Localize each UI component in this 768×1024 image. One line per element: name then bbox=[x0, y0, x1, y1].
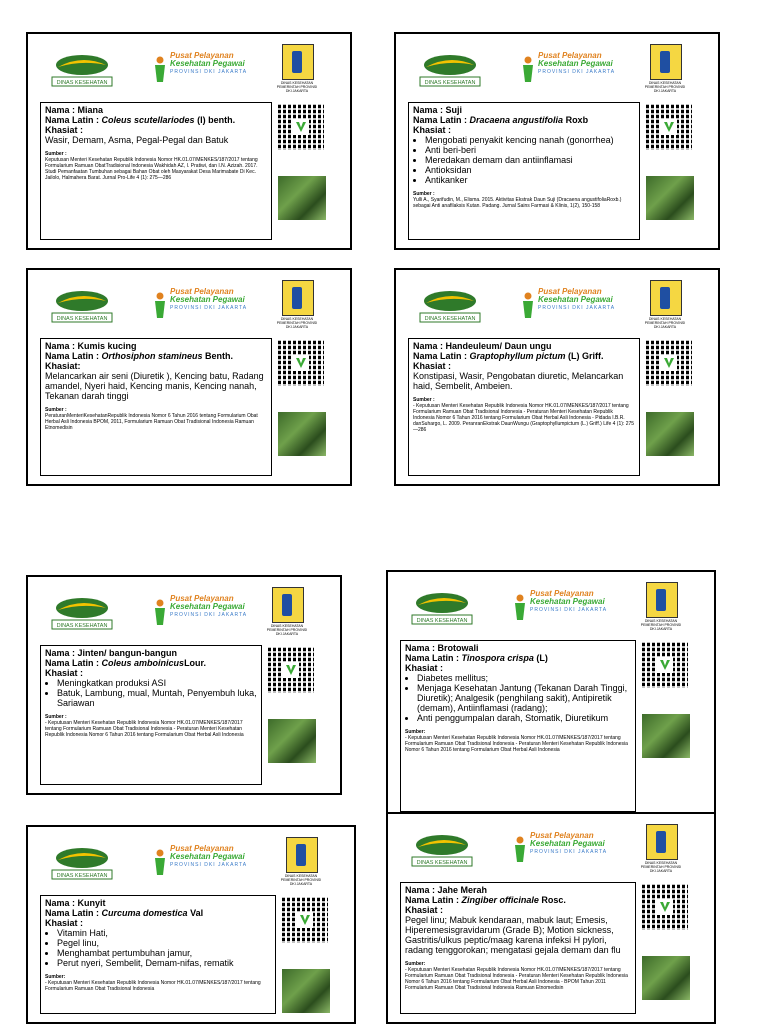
qr-code bbox=[282, 897, 328, 943]
ppk-icon bbox=[520, 292, 536, 318]
qr-code bbox=[642, 642, 688, 688]
jakarta-shield-icon bbox=[646, 582, 678, 618]
ppk-logo-text bbox=[538, 52, 615, 76]
plant-card bbox=[394, 32, 720, 250]
dinas-kesehatan-logo bbox=[408, 830, 476, 868]
ppk-logo-text bbox=[170, 288, 247, 312]
ppk-logo-text bbox=[538, 288, 615, 312]
plant-name: Nama : Jahe Merah bbox=[405, 885, 488, 895]
ppk-line1: Pusat Pelayanan bbox=[170, 51, 234, 60]
qr-code bbox=[268, 647, 314, 693]
jakarta-shield-icon bbox=[650, 44, 682, 80]
svg-text:DINAS KESEHATAN: DINAS KESEHATAN bbox=[416, 618, 468, 624]
ppk-line3: PROVINSI DKI JAKARTA bbox=[530, 849, 608, 855]
qr-code bbox=[642, 884, 688, 930]
jakarta-shield-icon bbox=[282, 280, 314, 316]
plant-photo bbox=[282, 969, 330, 1013]
ppk-icon bbox=[152, 292, 168, 318]
plant-info: Nama : Suji Nama Latin : Dracaena angustifolia Roxb Khasiat : • Mengobati penyakit kencing nanah (gonorrhea) • Anti beri-beri • Meredakan demam dan antiinflamasi • Antioksidan • Antikanker Sumber : Yulli A., Syarifudin, M., Elisma. 2015. Aktivitas Ekstrak Daun Suji (Dracaena angustifoliaRoxb.) sebagai Anti anafilaksis Kutan. Padang. Jurnal Sains Farmasi & Klinis, 1(2), 150-158 bbox=[408, 102, 640, 240]
ppk-icon bbox=[520, 56, 536, 82]
plant-photo bbox=[278, 176, 326, 220]
plant-card bbox=[26, 825, 356, 1024]
ppk-line2: Kesehatan Pegawai bbox=[530, 597, 605, 606]
ppk-icon bbox=[152, 599, 168, 625]
plant-card bbox=[386, 812, 716, 1024]
sumber-text: - Keputusan Menteri Kesehatan Republik Indonesia Nomor HK.01.07/MENKES/187/2017 tentang Formularium Ramuan Obat Tradisional Indonesia - Peraturan Menteri Kesehatan Republik Indonesia Nomor 6 Tahun 2016 tentang Formularium Obat Herbal Asli Indonesia bbox=[45, 720, 244, 738]
ppk-line3: PROVINSI DKI JAKARTA bbox=[538, 305, 616, 311]
plant-latin: Graptophyllum pictum bbox=[469, 351, 566, 361]
jakarta-emblem: DINAS KESEHATAN PEMERINTAH PROVINSI DKI JAKARTA bbox=[638, 824, 684, 884]
dinas-kesehatan-logo bbox=[48, 843, 116, 881]
ppk-line2: Kesehatan Pegawai bbox=[170, 852, 245, 861]
jakarta-emblem: DINAS KESEHATAN PEMERINTAH PROVINSI DKI JAKARTA bbox=[264, 587, 310, 647]
dinas-kesehatan-logo bbox=[408, 588, 476, 626]
plant-name: Nama : Kumis kucing bbox=[45, 341, 137, 351]
jakarta-shield-icon bbox=[272, 587, 304, 623]
khasiat-item: • Antioksidan bbox=[425, 165, 635, 175]
plant-info: Nama : Jahe Merah Nama Latin : Zingiber officinale Rosc. Khasiat : Pegel linu; Mabuk kendaraan, mabuk laut; Emesis, Hiperemesisgravidarum (Grade B); Motion sickness, Gastritis/ulkus peptic/maag karena infeksi H pylori, radang tenggorokan; mengatasi gejala demam dan flu Sumber: - Keputusan Menteri Kesehatan Republik Indonesia Nomor HK.01.07/MENKES/187/2017 tentang Formularium Ramuan Obat Tradisional Indonesia - Peraturan Menteri Kesehatan Republik Indonesia Nomor 6 Tahun 2016 tentang Formularium Obat Herbal Asli Indonesia - BPOM Tahun 2011 Formularium Ramuan Obat Tradisional Indonesia Ramuan Etnomedisin bbox=[400, 882, 636, 1014]
plant-name: Nama : Handeuleum/ Daun ungu bbox=[413, 341, 552, 351]
jakarta-emblem: DINAS KESEHATAN PEMERINTAH PROVINSI DKI JAKARTA bbox=[638, 582, 684, 642]
ppk-line1: Pusat Pelayanan bbox=[538, 51, 602, 60]
sumber-text: Yulli A., Syarifudin, M., Elisma. 2015. Aktivitas Ekstrak Daun Suji (Dracaena angustifoliaRoxb.) sebagai Anti anafilaksis Kutan. Padang. Jurnal Sains Farmasi & Klinis, 1(2), 150-158 bbox=[413, 197, 622, 209]
ppk-icon bbox=[512, 594, 528, 620]
khasiat-item: • Pegel linu, bbox=[57, 938, 271, 948]
plant-latin: Coleus amboinicus bbox=[101, 658, 185, 668]
plant-info: Nama : Brotowali Nama Latin : Tinospora crispa (L) Khasiat : • Diabetes mellitus; • Menjaga Kesehatan Jantung (Tekanan Darah Tinggi, Diuretik); Analgesik (penghilang sakit), Antipiretik (demam), Antiinflamasi (radang); • Anti penggumpalan darah, Stomatik, Diuretikum Sumber: - Keputusan Menteri Kesehatan Republik Indonesia Nomor HK.01.07/MENKES/187/2017 tentang Formularium Ramuan Obat Tradisional Indonesia - Peraturan Menteri Kesehatan Republik Indonesia Nomor 6 Tahun 2016 tentang Formularium Obat Herbal Asli Indonesia bbox=[400, 640, 636, 812]
plant-info: Nama : Kunyit Nama Latin : Curcuma domestica Val Khasiat : • Vitamin Hati, • Pegel linu, • Menghambat pertumbuhan jamur, • Perut nyeri, Sembelit, Demam-nifas, rematik Sumber: - Keputusan Menteri Kesehatan Republik Indonesia Nomor HK.01.07/MENKES/187/2017 tentang Formularium Ramuan Obat Tradisional Indonesia bbox=[40, 895, 276, 1014]
khasiat-list bbox=[45, 678, 257, 708]
ppk-logo-text bbox=[170, 52, 247, 76]
khasiat-item: • Meningkatkan produksi ASI bbox=[57, 678, 257, 688]
jakarta-emblem: DINAS KESEHATAN PEMERINTAH PROVINSI DKI JAKARTA bbox=[274, 44, 320, 104]
plant-info: Nama : Handeuleum/ Daun ungu Nama Latin : Graptophyllum pictum (L) Griff. Khasiat : Konstipasi, Wasir, Pengobatan diuretic, Melancarkan haid, Sembelit, Ambeien. Sumber : - Keputusan Menteri Kesehatan Republik Indonesia Nomor HK.01.07/MENKES/187/2017 tentang Formularium Ramuan Obat Tradisional Indonesia - Peraturan Menteri Kesehatan Republik Indonesia Nomor 6 Tahun 2016 tentang Formularium Obat Herbal Asli Indonesia - Pidada I.B.R. danSuhargo, L. 2009. PeranranEkstrak DaunWungu (Graptophyllumpictum (L.) Griff.) Life 4 (1): 275—286 bbox=[408, 338, 640, 476]
plant-photo bbox=[268, 719, 316, 763]
ppk-logo-text bbox=[170, 595, 247, 619]
svg-text:DINAS KESEHATAN: DINAS KESEHATAN bbox=[56, 873, 108, 879]
ppk-line1: Pusat Pelayanan bbox=[170, 844, 234, 853]
khasiat-item: • Perut nyeri, Sembelit, Demam-nifas, rematik bbox=[57, 958, 271, 968]
ppk-line1: Pusat Pelayanan bbox=[170, 287, 234, 296]
jakarta-shield-icon bbox=[286, 837, 318, 873]
plant-photo bbox=[642, 714, 690, 758]
ppk-line1: Pusat Pelayanan bbox=[170, 594, 234, 603]
jakarta-emblem: DINAS KESEHATAN PEMERINTAH PROVINSI DKI JAKARTA bbox=[642, 44, 688, 104]
plant-latin: Dracaena angustifolia bbox=[469, 115, 564, 125]
plant-latin: Curcuma domestica bbox=[101, 908, 188, 918]
jakarta-emblem: DINAS KESEHATAN PEMERINTAH PROVINSI DKI JAKARTA bbox=[274, 280, 320, 340]
ppk-logo-text bbox=[530, 590, 607, 614]
khasiat-item: • Diabetes mellitus; bbox=[417, 673, 631, 683]
plant-photo bbox=[646, 176, 694, 220]
plant-latin: Tinospora crispa bbox=[461, 653, 534, 663]
svg-text:DINAS KESEHATAN: DINAS KESEHATAN bbox=[56, 623, 108, 629]
qr-code bbox=[646, 340, 692, 386]
plant-photo bbox=[646, 412, 694, 456]
ppk-line2: Kesehatan Pegawai bbox=[170, 295, 245, 304]
ppk-line2: Kesehatan Pegawai bbox=[530, 839, 605, 848]
plant-card bbox=[386, 570, 716, 822]
svg-text:DINAS KESEHATAN: DINAS KESEHATAN bbox=[416, 860, 468, 866]
khasiat-text: Wasir, Demam, Asma, Pegal-Pegal dan Batuk bbox=[45, 135, 229, 145]
plant-name: Nama : Kunyit bbox=[45, 898, 106, 908]
plant-card bbox=[26, 268, 352, 486]
jakarta-shield-icon bbox=[650, 280, 682, 316]
khasiat-text: Konstipasi, Wasir, Pengobatan diuretic, Melancarkan haid, Sembelit, Ambeien. bbox=[413, 371, 624, 391]
ppk-line3: PROVINSI DKI JAKARTA bbox=[170, 612, 248, 618]
jakarta-shield-icon bbox=[646, 824, 678, 860]
ppk-icon bbox=[152, 56, 168, 82]
plant-info: Nama : Jinten/ bangun-bangun Nama Latin : Coleus amboinicusLour. Khasiat : • Meningkatkan produksi ASI • Batuk, Lambung, mual, Muntah, Penyembuh luka, Sariawan Sumber : - Keputusan Menteri Kesehatan Republik Indonesia Nomor HK.01.07/MENKES/187/2017 tentang Formularium Ramuan Obat Tradisional Indonesia - Peraturan Menteri Kesehatan Republik Indonesia Nomor 6 Tahun 2016 tentang Formularium Obat Herbal Asli Indonesia bbox=[40, 645, 262, 785]
sumber-text: - Keputusan Menteri Kesehatan Republik Indonesia Nomor HK.01.07/MENKES/187/2017 tentang Formularium Ramuan Obat Tradisional Indonesia - Peraturan Menteri Kesehatan Republik Indonesia Nomor 6 Tahun 2016 tentang Formularium Obat Herbal Asli Indonesia - Pidada I.B.R. danSuhargo, L. 2009. PeranranEkstrak DaunWungu (Graptophyllumpictum (L.) Griff.) Life 4 (1): 275—286 bbox=[413, 403, 635, 433]
sumber-text: Keputusan Menteri Kesehatan Republik Indonesia Nomor HK.01.07/MENKES/187/2017 tentang Formularium Ramuan ObatTradisional Indonesia Wakhidah AZ, I. Pratiwi, dan I.N. Azizah. 2017. Studi Pemanfaatan Tumbuhan sebagai Bahan Obat oleh Masyarakat Desa Marimabate Di Kec. Jailolo, Halmahera Barat. Jurnal Pro-Life 4 (1): 275—286 bbox=[45, 157, 258, 181]
khasiat-item: • Antikanker bbox=[425, 175, 635, 185]
ppk-line2: Kesehatan Pegawai bbox=[538, 295, 613, 304]
dinas-kesehatan-logo bbox=[416, 50, 484, 88]
dinas-kesehatan-logo bbox=[416, 286, 484, 324]
sumber-text: PeraturanMenteriKesehatanRepublik Indonesia Nomor 6 Tahun 2016 tentang Formularium Obat Herbal Asli Indonesia BPOM, 2011, Formularium Ramuan Obat Tradisional Indonesia Ramuan Etnomedisin bbox=[45, 413, 258, 431]
dinas-kesehatan-logo bbox=[48, 286, 116, 324]
khasiat-item: • Meredakan demam dan antiinflamasi bbox=[425, 155, 635, 165]
ppk-line1: Pusat Pelayanan bbox=[530, 589, 594, 598]
ppk-icon bbox=[152, 849, 168, 875]
dinas-kesehatan-logo bbox=[48, 593, 116, 631]
svg-text:DINAS KESEHATAN: DINAS KESEHATAN bbox=[56, 80, 108, 86]
plant-card bbox=[26, 32, 352, 250]
sumber-text: - Keputusan Menteri Kesehatan Republik Indonesia Nomor HK.01.07/MENKES/187/2017 tentang Formularium Ramuan Obat Tradisional Indonesia bbox=[45, 980, 261, 992]
khasiat-item: • Batuk, Lambung, mual, Muntah, Penyembuh luka, Sariawan bbox=[57, 688, 257, 708]
dinas-kesehatan-logo bbox=[48, 50, 116, 88]
ppk-line1: Pusat Pelayanan bbox=[530, 831, 594, 840]
svg-text:DINAS KESEHATAN: DINAS KESEHATAN bbox=[424, 80, 476, 86]
ppk-line1: Pusat Pelayanan bbox=[538, 287, 602, 296]
ppk-logo-text bbox=[530, 832, 607, 856]
plant-name: Nama : Suji bbox=[413, 105, 463, 115]
jakarta-shield-icon bbox=[282, 44, 314, 80]
khasiat-item: • Mengobati penyakit kencing nanah (gonorrhea) bbox=[425, 135, 635, 145]
qr-code bbox=[278, 104, 324, 150]
plant-name: Nama : Brotowali bbox=[405, 643, 479, 653]
khasiat-item: • Anti beri-beri bbox=[425, 145, 635, 155]
khasiat-item: • Anti penggumpalan darah, Stomatik, Diuretikum bbox=[417, 713, 631, 723]
khasiat-text: Melancarkan air seni (Diuretik ), Kencing batu, Radang amandel, Nyeri haid, Kencing manis, Kencing nanah, Tekanan darah tinggi bbox=[45, 371, 264, 401]
plant-name: Nama : Miana bbox=[45, 105, 104, 115]
plant-info: Nama : Miana Nama Latin : Coleus scutellariodes (l) benth. Khasiat : Wasir, Demam, Asma, Pegal-Pegal dan Batuk Sumber : Keputusan Menteri Kesehatan Republik Indonesia Nomor HK.01.07/MENKES/187/2017 tentang Formularium Ramuan ObatTradisional Indonesia Wakhidah AZ, I. Pratiwi, dan I.N. Azizah. 2017. Studi Pemanfaatan Tumbuhan sebagai Bahan Obat oleh Masyarakat Desa Marimabate Di Kec. Jailolo, Halmahera Barat. Jurnal Pro-Life 4 (1): 275—286 bbox=[40, 102, 272, 240]
ppk-line2: Kesehatan Pegawai bbox=[170, 59, 245, 68]
svg-text:DINAS KESEHATAN: DINAS KESEHATAN bbox=[56, 316, 108, 322]
khasiat-list bbox=[413, 135, 635, 185]
khasiat-item: • Menjaga Kesehatan Jantung (Tekanan Darah Tinggi, Diuretik); Analgesik (penghilang sakit), Antipiretik (demam), Antiinflamasi (radang); bbox=[417, 683, 631, 713]
khasiat-item: • Vitamin Hati, bbox=[57, 928, 271, 938]
ppk-icon bbox=[512, 836, 528, 862]
plant-card bbox=[394, 268, 720, 486]
ppk-line3: PROVINSI DKI JAKARTA bbox=[170, 305, 248, 311]
jakarta-emblem: DINAS KESEHATAN PEMERINTAH PROVINSI DKI JAKARTA bbox=[278, 837, 324, 897]
khasiat-list bbox=[405, 673, 631, 723]
sumber-text: - Keputusan Menteri Kesehatan Republik Indonesia Nomor HK.01.07/MENKES/187/2017 tentang Formularium Ramuan Obat Tradisional Indonesia - Peraturan Menteri Kesehatan Republik Indonesia Nomor 6 Tahun 2016 tentang Formularium Obat Herbal Asli Indonesia bbox=[405, 735, 628, 753]
plant-card bbox=[26, 575, 342, 795]
jakarta-emblem: DINAS KESEHATAN PEMERINTAH PROVINSI DKI JAKARTA bbox=[642, 280, 688, 340]
plant-info: Nama : Kumis kucing Nama Latin : Orthosiphon stamineus Benth. Khasiat: Melancarkan air seni (Diuretik ), Kencing batu, Radang amandel, Nyeri haid, Kencing manis, Kencing nanah, Tekanan darah tinggi Sumber : PeraturanMenteriKesehatanRepublik Indonesia Nomor 6 Tahun 2016 tentang Formularium Obat Herbal Asli Indonesia BPOM, 2011, Formularium Ramuan Obat Tradisional Indonesia Ramuan Etnomedisin bbox=[40, 338, 272, 476]
svg-text:DINAS KESEHATAN: DINAS KESEHATAN bbox=[424, 316, 476, 322]
ppk-line2: Kesehatan Pegawai bbox=[170, 602, 245, 611]
plant-photo bbox=[278, 412, 326, 456]
plant-name: Nama : Jinten/ bangun-bangun bbox=[45, 648, 177, 658]
ppk-logo-text bbox=[170, 845, 247, 869]
khasiat-item: • Menghambat pertumbuhan jamur, bbox=[57, 948, 271, 958]
ppk-line3: PROVINSI DKI JAKARTA bbox=[538, 69, 616, 75]
plant-latin: Coleus scutellariodes bbox=[101, 115, 195, 125]
sumber-text: - Keputusan Menteri Kesehatan Republik Indonesia Nomor HK.01.07/MENKES/187/2017 tentang Formularium Ramuan Obat Tradisional Indonesia - Peraturan Menteri Kesehatan Republik Indonesia Nomor 6 Tahun 2016 tentang Formularium Obat Herbal Asli Indonesia - BPOM Tahun 2011 Formularium Ramuan Obat Tradisional Indonesia Ramuan Etnomedisin bbox=[405, 967, 628, 991]
ppk-line3: PROVINSI DKI JAKARTA bbox=[170, 862, 248, 868]
ppk-line3: PROVINSI DKI JAKARTA bbox=[170, 69, 248, 75]
khasiat-list bbox=[45, 928, 271, 968]
ppk-line2: Kesehatan Pegawai bbox=[538, 59, 613, 68]
plant-latin: Zingiber officinale bbox=[461, 895, 539, 905]
plant-photo bbox=[642, 956, 690, 1000]
khasiat-text: Pegel linu; Mabuk kendaraan, mabuk laut; Emesis, Hiperemesisgravidarum (Grade B); Motion sickness, Gastritis/ulkus peptic/maag karena infeksi H pylori, radang tenggorokan; mengatasi gejala demam dan flu bbox=[405, 915, 621, 955]
qr-code bbox=[278, 340, 324, 386]
plant-latin: Orthosiphon stamineus bbox=[101, 351, 203, 361]
qr-code bbox=[646, 104, 692, 150]
ppk-line3: PROVINSI DKI JAKARTA bbox=[530, 607, 608, 613]
